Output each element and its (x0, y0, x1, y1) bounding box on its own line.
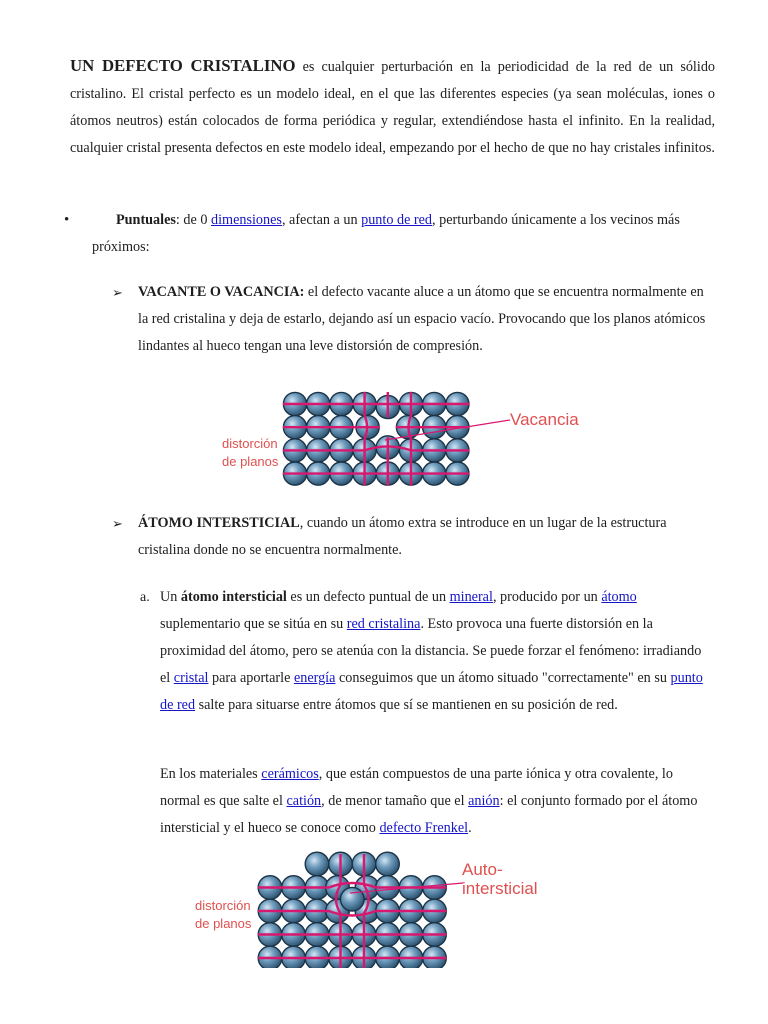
text-run: , que están compuestos de una parte iónica y otra covalente, lo normal es que salte el (160, 766, 673, 809)
text-run: conseguimos que un átomo situado "correctamente" en su (335, 670, 671, 686)
text-run: : el conjunto formado por el átomo intersticial y el hueco se conoce como (160, 793, 698, 836)
puntuales-paragraph (92, 207, 712, 261)
item-a-paragraph (160, 584, 713, 719)
atom (376, 852, 400, 876)
link-atomo[interactable]: átomo (601, 589, 637, 605)
link-dimensiones[interactable]: dimensiones (211, 212, 282, 228)
intersticial-paragraph (138, 510, 713, 564)
text-run: , de menor tamaño que el (321, 793, 469, 809)
distortion-label-line1: distorción (195, 898, 251, 913)
distortion-label-line1: distorción (222, 436, 278, 451)
ceramicos-paragraph (160, 761, 713, 842)
link-punto-de-red-2[interactable]: punto de red (160, 670, 703, 713)
link-punto-de-red[interactable]: punto de red (361, 212, 433, 228)
text-run: salte para situarse entre átomos que sí se mantienen en su posición de red. (195, 697, 618, 713)
intersticial-text: , cuando un átomo extra se introduce en un lugar de la estructura cristalina donde no se encuentra normalmente. (138, 515, 667, 558)
interstitial-diagram (185, 848, 605, 968)
text-run: , perturbando únicamente a los vecinos más próximos: (92, 212, 680, 255)
text-run: para aportarle (208, 670, 294, 686)
auto-label-line2: intersticial (462, 879, 538, 898)
bold-term: átomo intersticial (180, 589, 287, 605)
intro-paragraph (70, 52, 715, 162)
arrow-bullet-icon: ➢ (112, 516, 123, 531)
link-defecto-frenkel[interactable]: defecto Frenkel (379, 820, 469, 836)
link-energia[interactable]: energía (293, 670, 336, 686)
arrow-bullet-icon: ➢ (112, 285, 123, 300)
vacante-text: el defecto vacante aluce a un átomo que se encuentra normalmente en la red cristalina y deja de estarlo, dejando así un espacio vacío. Provocando que los planos atómicos lindantes al hueco tengan una leve distorsión de compresión. (138, 284, 706, 354)
text-run: es un defecto puntual de un (286, 589, 450, 605)
list-marker-a: a. (140, 590, 150, 605)
auto-label-line1: Auto- (462, 860, 503, 879)
link-ceramicos[interactable]: cerámicos (261, 766, 319, 782)
vacante-paragraph (138, 279, 713, 360)
text-run: , afectan a un (281, 212, 362, 228)
puntuales-label: Puntuales (116, 212, 176, 228)
vacancia-label: Vacancia (510, 410, 579, 429)
vacante-label: VACANTE O VACANCIA: (138, 284, 305, 300)
distortion-label-line2: de planos (195, 916, 252, 931)
lattice-atoms (283, 392, 469, 485)
intro-heading: UN DEFECTO CRISTALINO (70, 56, 296, 75)
atom (340, 887, 364, 911)
link-red-cristalina[interactable]: red cristalina (346, 616, 421, 632)
link-cristal[interactable]: cristal (173, 670, 209, 686)
link-mineral[interactable]: mineral (449, 589, 493, 605)
link-cation[interactable]: catión (286, 793, 322, 809)
link-anion[interactable]: anión (468, 793, 500, 809)
bullet-icon: • (64, 212, 70, 228)
text-run: Un (160, 589, 181, 605)
distortion-label-line2: de planos (222, 454, 279, 469)
text-run: En los materiales (160, 766, 262, 782)
intro-text: es cualquier perturbación en la periodicidad de la red de un sólido cristalino. El cristal perfecto es un modelo ideal, en el que las diferentes especies (ya sean moléculas, iones o átomos neutros) están colocados de forma periódica y regular, extendiéndose hasta el infinito. En la realidad, cualquier cristal presenta defectos en este modelo ideal, empezando por el hecho de que no hay cristales infinitos. (70, 59, 716, 156)
text-run: . Esto provoca una fuerte distorsión en la proximidad del átomo, pero se atenúa con la distancia. Se puede forzar el fenómeno: irradiando el (160, 616, 702, 686)
intersticial-label: ÁTOMO INTERSTICIAL (138, 515, 300, 531)
text-run: , producido por un (492, 589, 602, 605)
text-run: . (468, 820, 472, 836)
atom (305, 852, 329, 876)
text-run: : de 0 (175, 212, 211, 228)
vacancy-diagram (210, 380, 610, 490)
text-run: suplementario que se sitúa en su (160, 616, 347, 632)
